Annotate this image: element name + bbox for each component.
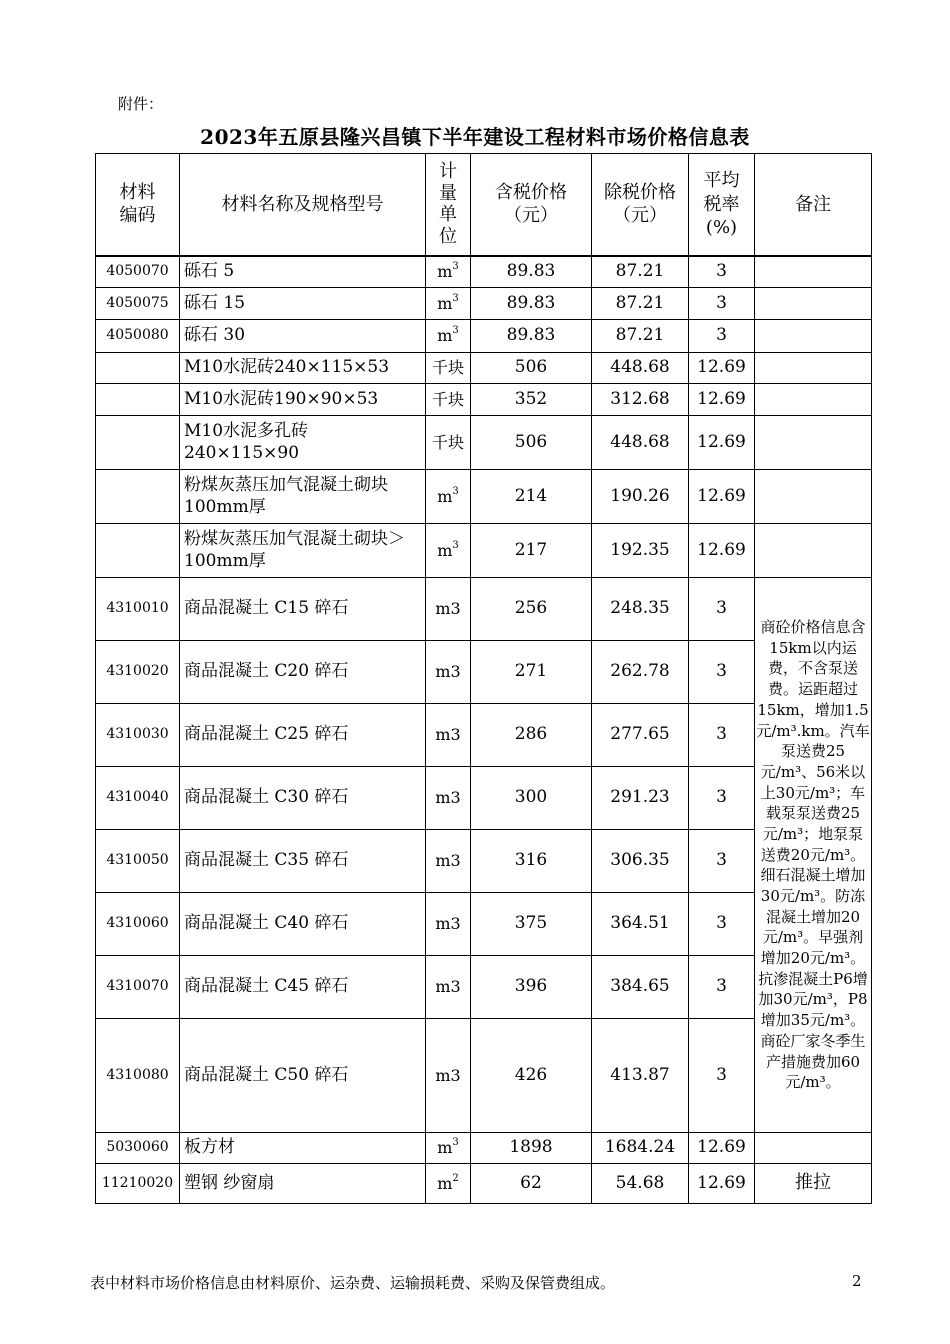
unit: 千块 <box>426 384 471 416</box>
header-name: 材料名称及规格型号 <box>180 154 426 256</box>
material-code <box>96 524 180 578</box>
material-code: 4310020 <box>96 641 180 704</box>
material-name: 商品混凝土 C15 碎石 <box>180 578 426 641</box>
tax-rate: 3 <box>689 320 755 353</box>
material-name: 商品混凝土 C45 碎石 <box>180 956 426 1019</box>
material-code: 5030060 <box>96 1133 180 1164</box>
material-code <box>96 416 180 470</box>
tax-rate: 3 <box>689 956 755 1019</box>
price-with-tax: 352 <box>471 384 592 416</box>
unit: $m^2$ <box>426 1164 471 1204</box>
tax-rate: 12.69 <box>689 524 755 578</box>
tax-rate: 3 <box>689 893 755 956</box>
tax-rate: 12.69 <box>689 353 755 384</box>
tax-rate: 12.69 <box>689 1164 755 1204</box>
price-with-tax: 1898 <box>471 1133 592 1164</box>
header-price-notax: 除税价格 （元） <box>592 154 689 256</box>
material-code: 4310060 <box>96 893 180 956</box>
unit: m3 <box>426 641 471 704</box>
header-row <box>96 154 872 256</box>
price-without-tax: 192.35 <box>592 524 689 578</box>
tax-rate: 12.69 <box>689 470 755 524</box>
remark <box>755 288 872 320</box>
price-without-tax: 190.26 <box>592 470 689 524</box>
unit: $m^3$ <box>426 288 471 320</box>
unit: $m^3$ <box>426 1133 471 1164</box>
material-name: 砾石 15 <box>180 288 426 320</box>
material-name: 商品混凝土 C30 碎石 <box>180 767 426 830</box>
material-name: 商品混凝土 C25 碎石 <box>180 704 426 767</box>
page-number: 2 <box>852 1272 862 1290</box>
price-with-tax: 89.83 <box>471 320 592 353</box>
unit-exponent: 3 <box>452 325 459 336</box>
unit-exponent: 3 <box>452 485 459 497</box>
material-name: 商品混凝土 C35 碎石 <box>180 830 426 893</box>
material-name: M10水泥砖240×115×53 <box>180 353 426 384</box>
header-remark: 备注 <box>755 154 872 256</box>
unit: $m^3$ <box>426 256 471 288</box>
tax-rate: 12.69 <box>689 416 755 470</box>
material-name: 砾石 30 <box>180 320 426 353</box>
price-with-tax: 300 <box>471 767 592 830</box>
price-without-tax: 384.65 <box>592 956 689 1019</box>
price-with-tax: 506 <box>471 353 592 384</box>
material-name: 商品混凝土 C40 碎石 <box>180 893 426 956</box>
material-code: 4050070 <box>96 256 180 288</box>
price-with-tax: 286 <box>471 704 592 767</box>
tax-rate: 3 <box>689 641 755 704</box>
material-name: M10水泥砖190×90×53 <box>180 384 426 416</box>
tax-rate: 12.69 <box>689 1133 755 1164</box>
price-with-tax: 89.83 <box>471 288 592 320</box>
material-name: 塑钢 纱窗扇 <box>180 1164 426 1204</box>
unit-exponent: 2 <box>452 1172 459 1184</box>
material-code: 4310070 <box>96 956 180 1019</box>
unit: m3 <box>426 1019 471 1133</box>
price-with-tax: 396 <box>471 956 592 1019</box>
table-row <box>96 1164 872 1204</box>
tax-rate: 3 <box>689 830 755 893</box>
price-with-tax: 426 <box>471 1019 592 1133</box>
price-with-tax: 375 <box>471 893 592 956</box>
tax-rate: 3 <box>689 578 755 641</box>
table-row <box>96 384 872 416</box>
price-with-tax: 62 <box>471 1164 592 1204</box>
tax-rate: 12.69 <box>689 384 755 416</box>
price-with-tax: 256 <box>471 578 592 641</box>
remark <box>755 416 872 470</box>
price-without-tax: 448.68 <box>592 416 689 470</box>
header-unit: 计 量 单 位 <box>426 154 471 256</box>
unit-exponent: 3 <box>452 292 459 304</box>
price-table <box>95 153 872 1204</box>
table-row <box>96 320 872 353</box>
price-without-tax: 291.23 <box>592 767 689 830</box>
material-name: 粉煤灰蒸压加气混凝土砌块100mm厚 <box>180 470 426 524</box>
material-code: 4050080 <box>96 320 180 353</box>
unit: 千块 <box>426 416 471 470</box>
remark <box>755 353 872 384</box>
material-code: 4310050 <box>96 830 180 893</box>
price-without-tax: 262.78 <box>592 641 689 704</box>
remark <box>755 384 872 416</box>
remark <box>755 320 872 353</box>
price-with-tax: 217 <box>471 524 592 578</box>
price-without-tax: 248.35 <box>592 578 689 641</box>
table-row <box>96 256 872 288</box>
price-without-tax: 413.87 <box>592 1019 689 1133</box>
price-without-tax: 87.21 <box>592 288 689 320</box>
material-name: 砾石 5 <box>180 256 426 288</box>
unit-exponent: 3 <box>452 539 459 551</box>
material-code <box>96 384 180 416</box>
table-row <box>96 578 872 641</box>
price-without-tax: 277.65 <box>592 704 689 767</box>
material-code: 11210020 <box>96 1164 180 1204</box>
tax-rate: 3 <box>689 256 755 288</box>
material-name: 板方材 <box>180 1133 426 1164</box>
remark: 推拉 <box>755 1164 872 1204</box>
price-with-tax: 316 <box>471 830 592 893</box>
tax-rate: 3 <box>689 1019 755 1133</box>
unit-exponent: 3 <box>452 1137 459 1148</box>
unit: m3 <box>426 956 471 1019</box>
unit: m3 <box>426 704 471 767</box>
unit: m3 <box>426 830 471 893</box>
material-code: 4310030 <box>96 704 180 767</box>
header-tax-rate: 平均 税率 (%) <box>689 154 755 256</box>
unit: m3 <box>426 767 471 830</box>
material-code: 4310040 <box>96 767 180 830</box>
unit: 千块 <box>426 353 471 384</box>
remark <box>755 470 872 524</box>
unit: m3 <box>426 893 471 956</box>
table-row <box>96 288 872 320</box>
header-code: 材料 编码 <box>96 154 180 256</box>
table-row <box>96 353 872 384</box>
remark <box>755 524 872 578</box>
table-row <box>96 524 872 578</box>
unit: m3 <box>426 578 471 641</box>
footer-note: 表中材料市场价格信息由材料原价、运杂费、运输损耗费、采购及保管费组成。 <box>90 1274 616 1292</box>
price-without-tax: 312.68 <box>592 384 689 416</box>
unit: $m^3$ <box>426 524 471 578</box>
material-code <box>96 470 180 524</box>
table-row <box>96 416 872 470</box>
table-row <box>96 1133 872 1164</box>
material-name: 粉煤灰蒸压加气混凝土砌块＞100mm厚 <box>180 524 426 578</box>
material-name: M10水泥多孔砖240×115×90 <box>180 416 426 470</box>
material-code: 4310080 <box>96 1019 180 1133</box>
material-code: 4050075 <box>96 288 180 320</box>
price-without-tax: 448.68 <box>592 353 689 384</box>
price-without-tax: 87.21 <box>592 320 689 353</box>
price-without-tax: 306.35 <box>592 830 689 893</box>
header-price-tax: 含税价格 （元） <box>471 154 592 256</box>
tax-rate: 3 <box>689 288 755 320</box>
material-name: 商品混凝土 C20 碎石 <box>180 641 426 704</box>
unit: $m^3$ <box>426 470 471 524</box>
material-name: 商品混凝土 C50 碎石 <box>180 1019 426 1133</box>
material-code: 4310010 <box>96 578 180 641</box>
material-code <box>96 353 180 384</box>
unit: $m^3$ <box>426 320 471 353</box>
price-without-tax: 54.68 <box>592 1164 689 1204</box>
price-without-tax: 1684.24 <box>592 1133 689 1164</box>
price-with-tax: 506 <box>471 416 592 470</box>
tax-rate: 3 <box>689 704 755 767</box>
concrete-remark: 商砼价格信息含15km以内运费，不含泵送费。运距超过15km，增加1.5元/m³.km。汽车泵送费25元/m³、56米以上30元/m³；车载泵泵送费25元/m³；地泵泵送费20元/m³。细石混凝土增加30元/m³。防冻混凝土增加20元/m³。早强剂增加20元/m³。 抗渗混凝土P6增加30元/m³，P8增加35元/m³。商砼厂家冬季生产措施费加60元/m³。 <box>755 578 872 1133</box>
tax-rate: 3 <box>689 767 755 830</box>
attachment-label: 附件： <box>118 95 164 113</box>
price-with-tax: 214 <box>471 470 592 524</box>
price-with-tax: 89.83 <box>471 256 592 288</box>
remark <box>755 256 872 288</box>
remark <box>755 1133 872 1164</box>
table-row <box>96 470 872 524</box>
price-without-tax: 87.21 <box>592 256 689 288</box>
page-title: 2023年五原县隆兴昌镇下半年建设工程材料市场价格信息表 <box>200 125 750 149</box>
unit-exponent: 3 <box>452 260 459 272</box>
price-with-tax: 271 <box>471 641 592 704</box>
price-without-tax: 364.51 <box>592 893 689 956</box>
